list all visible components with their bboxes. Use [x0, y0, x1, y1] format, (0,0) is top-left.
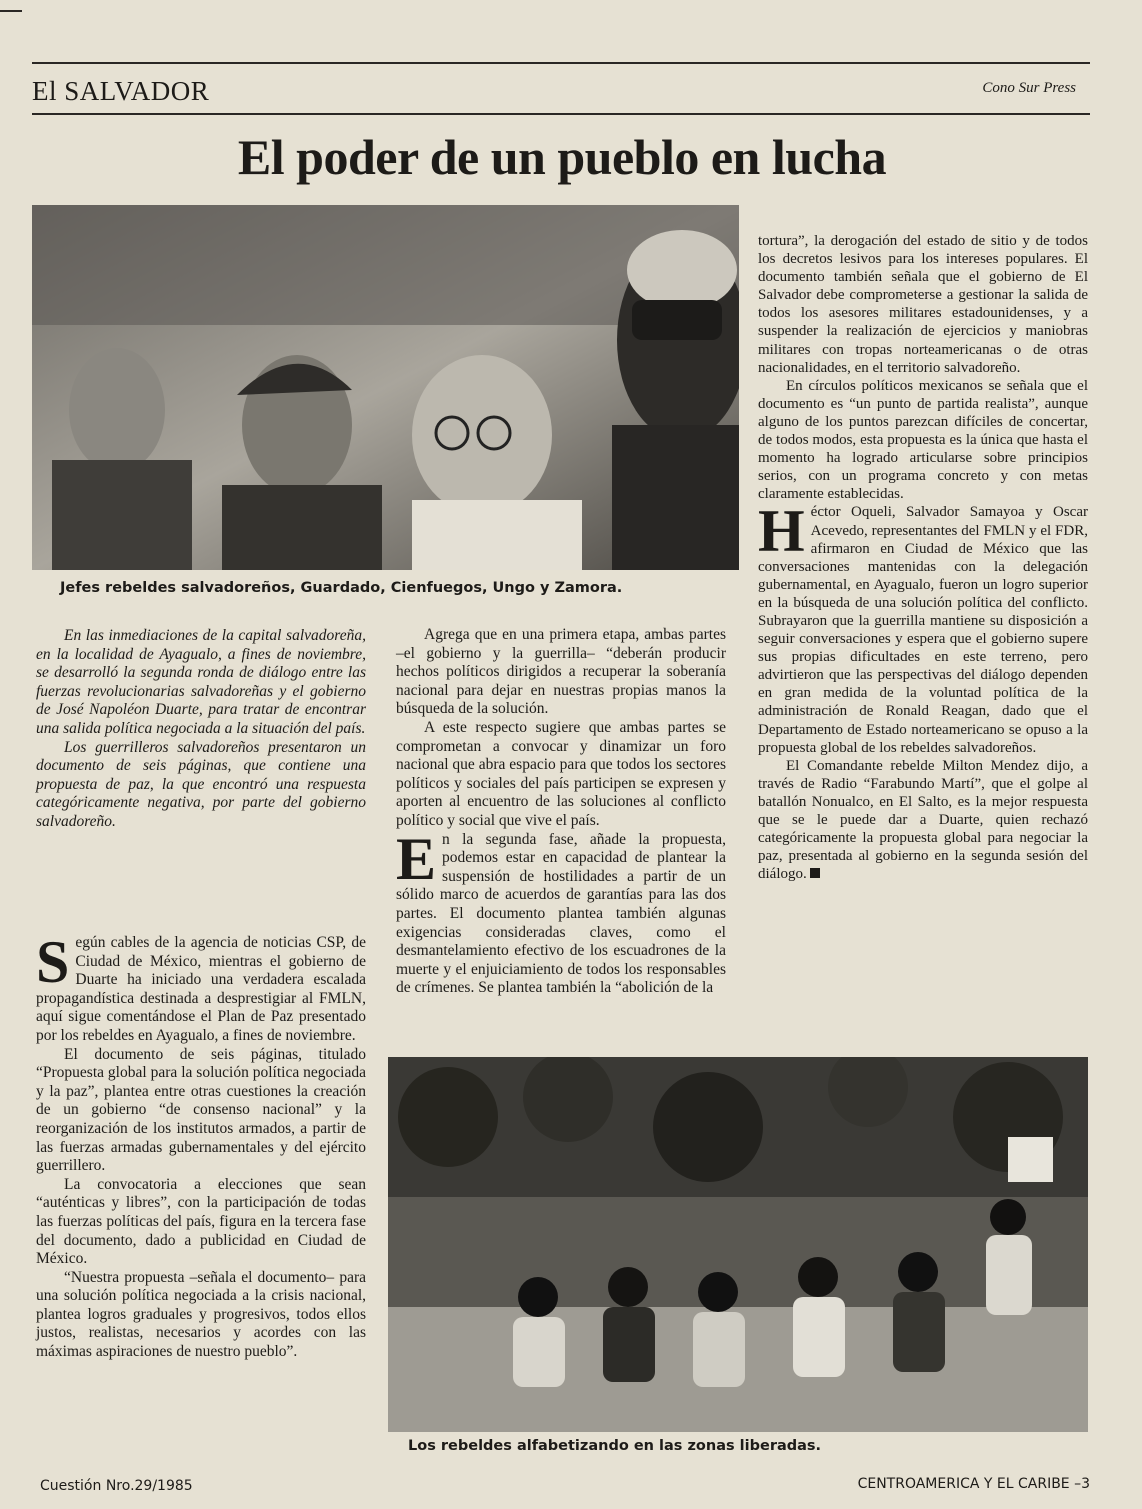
- col3-paragraph-2: En círculos políticos mexicanos se señala que el documento es “un punto de partida realista”, aunque alguno de los puntos parezcan difíciles de concertar, de todos modos, esta propuesta es la única que hasta el momento ha logrado articularse sobre principios serios, con un programa concreto y con metas claramente establecidas.: [758, 377, 1088, 503]
- intro-paragraph-2: Los guerrilleros salvadoreños presentaron un documento de seis páginas, que contiene una propuesta de paz, la que encontró una respuesta categóricamente negativa, por parte del gobierno salvadoreño.: [36, 738, 366, 830]
- issue-footer: Cuestión Nro.29/1985: [40, 1478, 193, 1494]
- col2-paragraph-2: A este respecto sugiere que ambas partes se comprometan a convocar y dinamizar un foro nacional que abra espacio para que todos los sectores políticos y sociales del país participen se expresen y aporten al encuentro de las soluciones al conflicto político y social que vive el país.: [396, 718, 726, 829]
- photo2-caption: Los rebeldes alfabetizando en las zonas liberadas.: [408, 1438, 822, 1454]
- page-footer: CENTROAMERICA Y EL CARIBE –3: [857, 1476, 1090, 1492]
- intro-block: [36, 627, 366, 832]
- corner-mark: [0, 10, 22, 12]
- literacy-photo: [388, 1057, 1088, 1432]
- rebel-leaders-photo-image: [32, 205, 739, 570]
- dropcap-h: H: [758, 498, 805, 565]
- top-rule: [32, 62, 1090, 64]
- col3-paragraph-1: tortura”, la derogación del estado de sitio y de todos los decretos lesivos para los intereses populares. El documento también señala que el gobierno de El Salvador debe comprometerse a gestionar la salida de todos los asesores militares estadounidenses, y a suspender la realización de ejercicios y maniobras militares con tropas norteamericanas o de otras nacionalidades, en el territorio salvadoreño.: [758, 233, 1088, 376]
- dropcap-e: E: [396, 825, 437, 892]
- intro-paragraph-1: En las inmediaciones de la capital salvadoreña, en la localidad de Ayagualo, a fines de noviembre, se desarrolló la segunda ronda de diálogo entre las fuerzas revolucionarias salvadoreñas y el gobierno de José Napoléon Duarte, para tratar de encontrar una salida política negociada a la situación del país.: [36, 627, 366, 737]
- literacy-photo-image: [388, 1057, 1088, 1432]
- col3-paragraph-3-text: éctor Oqueli, Salvador Samayoa y Oscar Acevedo, representantes del FMLN y el FDR, afirmaron en Ciudad de México que las conversaciones mantenidas con la delegación gubernamental, en Ayagualo, fueron un logro superior en la búsqueda de una solución política del conflicto. Subrayaron que la guerrilla mantiene su disposición a seguir conversaciones y espera que el gobierno supere sus propias dificultades en este terreno, pero advirtieron que las perspectivas del diálogo dependen en gran medida de la voluntad política de la administración de Ronald Reagan, dado que el Departamento de Estado norteamericano se opuso a la propuesta global de los rebeldes salvadoreños.: [758, 504, 1088, 756]
- headline: El poder de un pueblo en lucha: [237, 129, 887, 185]
- column-3: [758, 232, 1088, 883]
- col3-paragraph-4-text: El Comandante rebelde Milton Mendez dijo, a través de Radio “Farabundo Martí”, que el golpe al batallón Nonualco, en El Salto, es la mejor respuesta que se le puede dar a Duarte, quien rechazó categóricamente la propuesta global para negociar la paz, presentada al gobierno en la segunda sesión del diálogo.: [758, 757, 1088, 883]
- header-rule: [32, 113, 1090, 115]
- col1-paragraph-3: La convocatoria a elecciones que sean “auténticas y libres”, con la participación de todas las fuerzas políticas del país, figura en la tercera fase del documento, dado a publicidad en Ciudad de México.: [36, 1175, 366, 1268]
- col3-paragraph-3: [758, 498, 1088, 756]
- col2-paragraph-3: [396, 825, 726, 998]
- col1-paragraph-1-text: egún cables de la agencia de noticias CSP, de Ciudad de México, mientras el gobierno de Duarte ha iniciado una verdadera escalada propagandística destinada a desprestigiar al FMLN, aquí sigue comentándose el Plan de Paz presentado por los rebeldes en Ayagualo, a fines de noviembre.: [36, 934, 366, 1044]
- col2-paragraph-3-text: n la segunda fase, añade la propuesta, podemos estar en capacidad de plantear la suspensión de hostilidades a partir de un sólido marco de acuerdos de garantías para las dos partes. El documento plantea también algunas exigencias consideradas claves, como el desmantelamiento efectivo de los escuadrones de la muerte y el enjuiciamiento de todos los responsables de crímenes. Se plantea también la “abolición de la: [396, 830, 726, 997]
- photo1-caption: Jefes rebeldes salvadoreños, Guardado, Cienfuegos, Ungo y Zamora.: [60, 580, 623, 596]
- section-title: El SALVADOR: [32, 76, 210, 106]
- dropcap-s: S: [36, 929, 70, 995]
- col1-paragraph-1: [36, 929, 366, 1046]
- source-credit: Cono Sur Press: [982, 80, 1076, 96]
- rebel-leaders-photo: [32, 205, 739, 570]
- column-1: [36, 929, 366, 1362]
- col1-paragraph-4: “Nuestra propuesta –señala el documento– para una solución política negociada a la crisis nacional, plantea logros graduales y progresivos, todos ellos justos, realistas, necesarios y acordes con las máximas aspiraciones de nuestro pueblo”.: [36, 1268, 366, 1361]
- col2-paragraph-1: Agrega que en una primera etapa, ambas partes –el gobierno y la guerrilla– “deberán producir hechos políticos dirigidos a recuperar la soberanía nacional para dejar en nuestras propias manos la búsqueda de la solución.: [396, 626, 726, 718]
- end-mark: [810, 868, 820, 878]
- column-2: [396, 626, 726, 998]
- col3-paragraph-4: [758, 757, 1088, 884]
- col1-paragraph-2: El documento de seis páginas, titulado “Propuesta global para la solución política negociada y la paz”, plantea entre otras cuestiones la creación de un gobierno “de consenso nacional” y la reorganización de los institutos armados, a partir de las fuerzas armadas gubernamentales y del ejército guerrillero.: [36, 1045, 366, 1175]
